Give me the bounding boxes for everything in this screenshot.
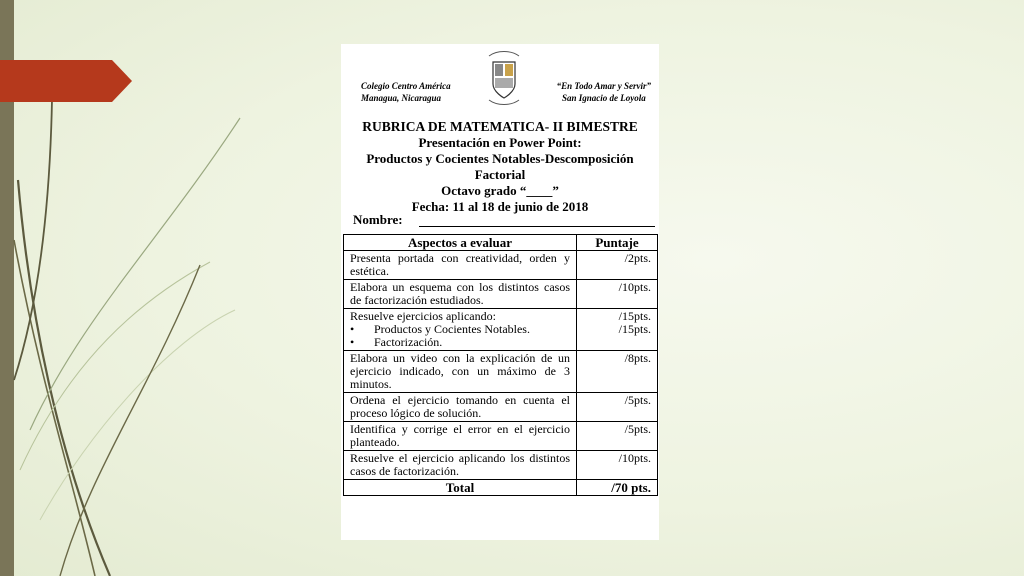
aspect-cell (344, 309, 577, 351)
table-row (344, 451, 658, 480)
school-header-right (557, 80, 651, 104)
total-row (344, 480, 658, 496)
table-row (344, 393, 658, 422)
aspect-cell: Elabora un video con la explicación de un ejercicio indicado, con un máximo de 3 minutos. (344, 351, 577, 393)
bullet-icon: • (350, 335, 355, 349)
total-score: /70 pts. (577, 480, 658, 496)
column-header-score: Puntaje (577, 235, 658, 251)
rubric-subtitle: Presentación en Power Point: (418, 135, 582, 150)
table-row (344, 422, 658, 451)
name-field-line (419, 226, 655, 227)
school-motto: “En Todo Amar y Servir” (556, 81, 651, 91)
aspect-cell: Resuelve el ejercicio aplicando los distintos casos de factorización. (344, 451, 577, 480)
rubric-table (343, 234, 658, 496)
table-row (344, 309, 658, 351)
rubric-title: RUBRICA DE MATEMATICA- II BIMESTRE (362, 119, 638, 134)
school-logo-icon (483, 48, 525, 108)
aspect-cell: Elabora un esquema con los distintos casos de factorización estudiados. (344, 280, 577, 309)
table-row (344, 251, 658, 280)
name-label: Nombre: (353, 212, 403, 227)
aspect-cell: Ordena el ejercicio tomando en cuenta el proceso lógico de solución. (344, 393, 577, 422)
list-item-label: Productos y Cocientes Notables. (374, 322, 530, 336)
table-header-row (344, 235, 658, 251)
rubric-document (341, 44, 659, 540)
school-name: Colegio Centro América (361, 81, 451, 91)
school-header-left (361, 80, 451, 104)
aspect-cell: Presenta portada con creatividad, orden y estética. (344, 251, 577, 280)
rubric-date: Fecha: 11 al 18 de junio de 2018 (411, 199, 589, 214)
score-cell: /5pts. (577, 393, 658, 422)
title-arrow-accent (0, 60, 132, 102)
list-item (350, 336, 570, 349)
rubric-grade: Octavo grado “____” (441, 183, 559, 198)
table-row (344, 351, 658, 393)
aspect-cell: Identifica y corrige el error en el ejercicio planteado. (344, 422, 577, 451)
score-cell: /10pts. (577, 451, 658, 480)
motto-author: San Ignacio de Loyola (561, 93, 646, 103)
total-label: Total (344, 480, 577, 496)
aspect-intro: Resuelve ejercicios aplicando: (350, 309, 496, 323)
school-city: Managua, Nicaragua (361, 93, 442, 103)
column-header-aspects: Aspectos a evaluar (344, 235, 577, 251)
table-row (344, 280, 658, 309)
score-value: /15pts. (618, 309, 651, 323)
score-cell: /2pts. (577, 251, 658, 280)
score-cell (577, 309, 658, 351)
score-value: /15pts. (618, 322, 651, 336)
rubric-title-block (341, 119, 659, 215)
bullet-icon: • (350, 322, 355, 336)
rubric-topic-cont: Factorial (474, 167, 526, 182)
list-item-label: Factorización. (374, 335, 443, 349)
score-cell: /8pts. (577, 351, 658, 393)
rubric-topic: Productos y Cocientes Notables-Descomposición (366, 151, 634, 166)
score-cell: /10pts. (577, 280, 658, 309)
score-cell: /5pts. (577, 422, 658, 451)
